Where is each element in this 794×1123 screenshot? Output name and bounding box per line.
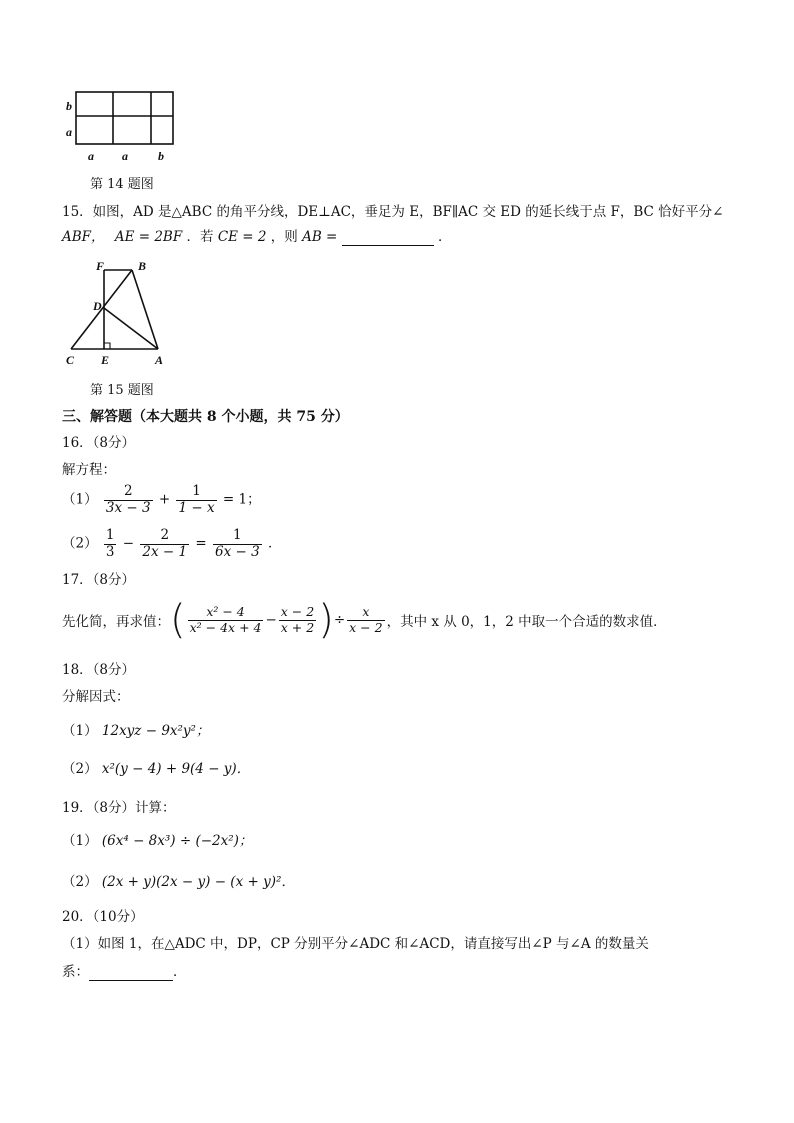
q17-header: 17．（8分） — [62, 572, 136, 588]
fig15-seg-BA — [132, 270, 158, 349]
q16-p2-minus: − — [122, 535, 135, 552]
q20-line2-end: ． — [173, 964, 187, 980]
fig15-right-angle-mark — [104, 343, 110, 349]
fig14-outer-rect — [76, 92, 173, 144]
q15-line2-b: AE = 2BF — [114, 229, 183, 245]
q16-p1-frac2: $\frac{1}{1 - x}$ — [178, 483, 215, 516]
q16-p2-label: （2） — [62, 535, 98, 552]
q17-div: ÷ — [333, 612, 346, 628]
figure-15 — [60, 258, 180, 370]
figure-14 — [60, 88, 185, 170]
q15-line2 — [62, 231, 451, 246]
q16-p2-frac3: $\frac{1}{6x - 3}$ — [214, 527, 260, 560]
q20-line1: （1）如图 1，在△ADC 中，DP，CP 分别平分∠ADC 和∠ACD，请直接写出∠P 与∠A 的数量关 — [62, 936, 649, 952]
q19-header: 19．（8分）计算： — [62, 800, 176, 816]
q19-p1-expr: (6x⁴ − 8x³) ÷ (−2x²)； — [101, 833, 253, 849]
q18-p1-label: （1） — [62, 723, 98, 739]
fig15-label-B: B — [138, 259, 147, 273]
q16-intro: 解方程： — [62, 462, 116, 478]
q15-answer-blank[interactable] — [342, 231, 434, 246]
fig14-caption: 第 14 题图 — [90, 177, 154, 192]
q18-part1 — [62, 725, 209, 739]
fig15-label-D: D — [93, 299, 102, 313]
q19-part1 — [62, 835, 252, 849]
q18-p2-label: （2） — [62, 761, 98, 777]
fig14-label-a-left: a — [66, 125, 72, 139]
q15-line2-d: CE = 2 — [217, 229, 267, 245]
q15-line2-e: ，则 — [270, 229, 298, 245]
q18-part2 — [62, 763, 250, 777]
q19-p1-label: （1） — [62, 833, 98, 849]
q20-header: 20．（10分） — [62, 909, 144, 925]
q18-header: 18．（8分） — [62, 662, 136, 678]
fig15-label-E: E — [101, 353, 110, 367]
q16-p2-frac1: $\frac{1}{3}$ — [105, 527, 115, 560]
q15-line2-f: AB = — [302, 229, 338, 245]
q18-p2-expr: x²(y − 4) + 9(4 − y)． — [101, 761, 251, 777]
q17-minus: − — [265, 612, 277, 628]
fig15-label-C: C — [66, 353, 75, 367]
fig15-seg-DA — [104, 308, 158, 349]
q18-p1-expr: 12xyz − 9x²y²； — [101, 723, 210, 739]
q17-right-paren: ) — [318, 597, 334, 643]
q15-line2-a: ABF， — [62, 229, 105, 245]
q16-p1-rhs: = 1； — [222, 491, 261, 508]
fig15-caption: 第 15 题图 — [90, 383, 154, 398]
q17-frac2: $\frac{x - 2}{x + 2}$ — [280, 604, 315, 635]
q15-line1: 15．如图，AD 是△ABC 的角平分线，DE⊥AC，垂足为 E，BF∥AC 交 ED 的延长线于点 F，BC 恰好平分∠ — [62, 204, 724, 220]
q19-part2 — [62, 876, 295, 890]
q17-tail: ，其中 x 从 0，1，2 中取一个合适的数求值． — [386, 614, 667, 630]
q16-header: 16．（8分） — [62, 435, 136, 451]
q20-line2-a: 系： — [62, 964, 89, 980]
q16-p2-end: ． — [267, 535, 282, 552]
q20-answer-blank[interactable] — [89, 966, 173, 981]
q16-part1 — [62, 484, 261, 516]
q15-line2-c: ．若 — [186, 229, 214, 245]
q16-part2 — [62, 528, 281, 560]
q20-line2 — [62, 966, 187, 981]
q16-p2-eq: = — [195, 535, 207, 552]
q16-p1-plus: + — [158, 491, 171, 508]
fig14-label-b-bottom: b — [158, 149, 164, 163]
section3-title: 三、解答题（本大题共 8 个小题，共 75 分） — [62, 409, 349, 425]
fig14-label-b-left: b — [66, 99, 72, 113]
q16-p2-frac2: $\frac{2}{2x - 1}$ — [142, 527, 188, 560]
fig15-label-A: A — [155, 353, 164, 367]
q16-p1-frac1: $\frac{2}{3x - 3}$ — [105, 483, 151, 516]
q19-p2-expr: (2x + y)(2x − y) − (x + y)²． — [101, 874, 295, 890]
q17-frac1: $\frac{\text{x² − 4}}{\text{x² − 4x + 4}}$ — [189, 604, 262, 635]
q17-left-paren: ( — [170, 597, 186, 643]
q17-lead: 先化简，再求值： — [62, 614, 170, 630]
q18-intro: 分解因式： — [62, 689, 130, 705]
q17-body — [62, 597, 667, 643]
q15-line2-end: ． — [437, 229, 452, 245]
fig14-label-a1: a — [88, 149, 94, 163]
q17-frac3: $\frac{x}{x - 2}$ — [349, 604, 383, 635]
q16-p1-label: （1） — [62, 491, 98, 508]
q19-p2-label: （2） — [62, 874, 98, 890]
fig14-label-a2: a — [122, 149, 128, 163]
fig15-label-F: F — [96, 259, 105, 273]
